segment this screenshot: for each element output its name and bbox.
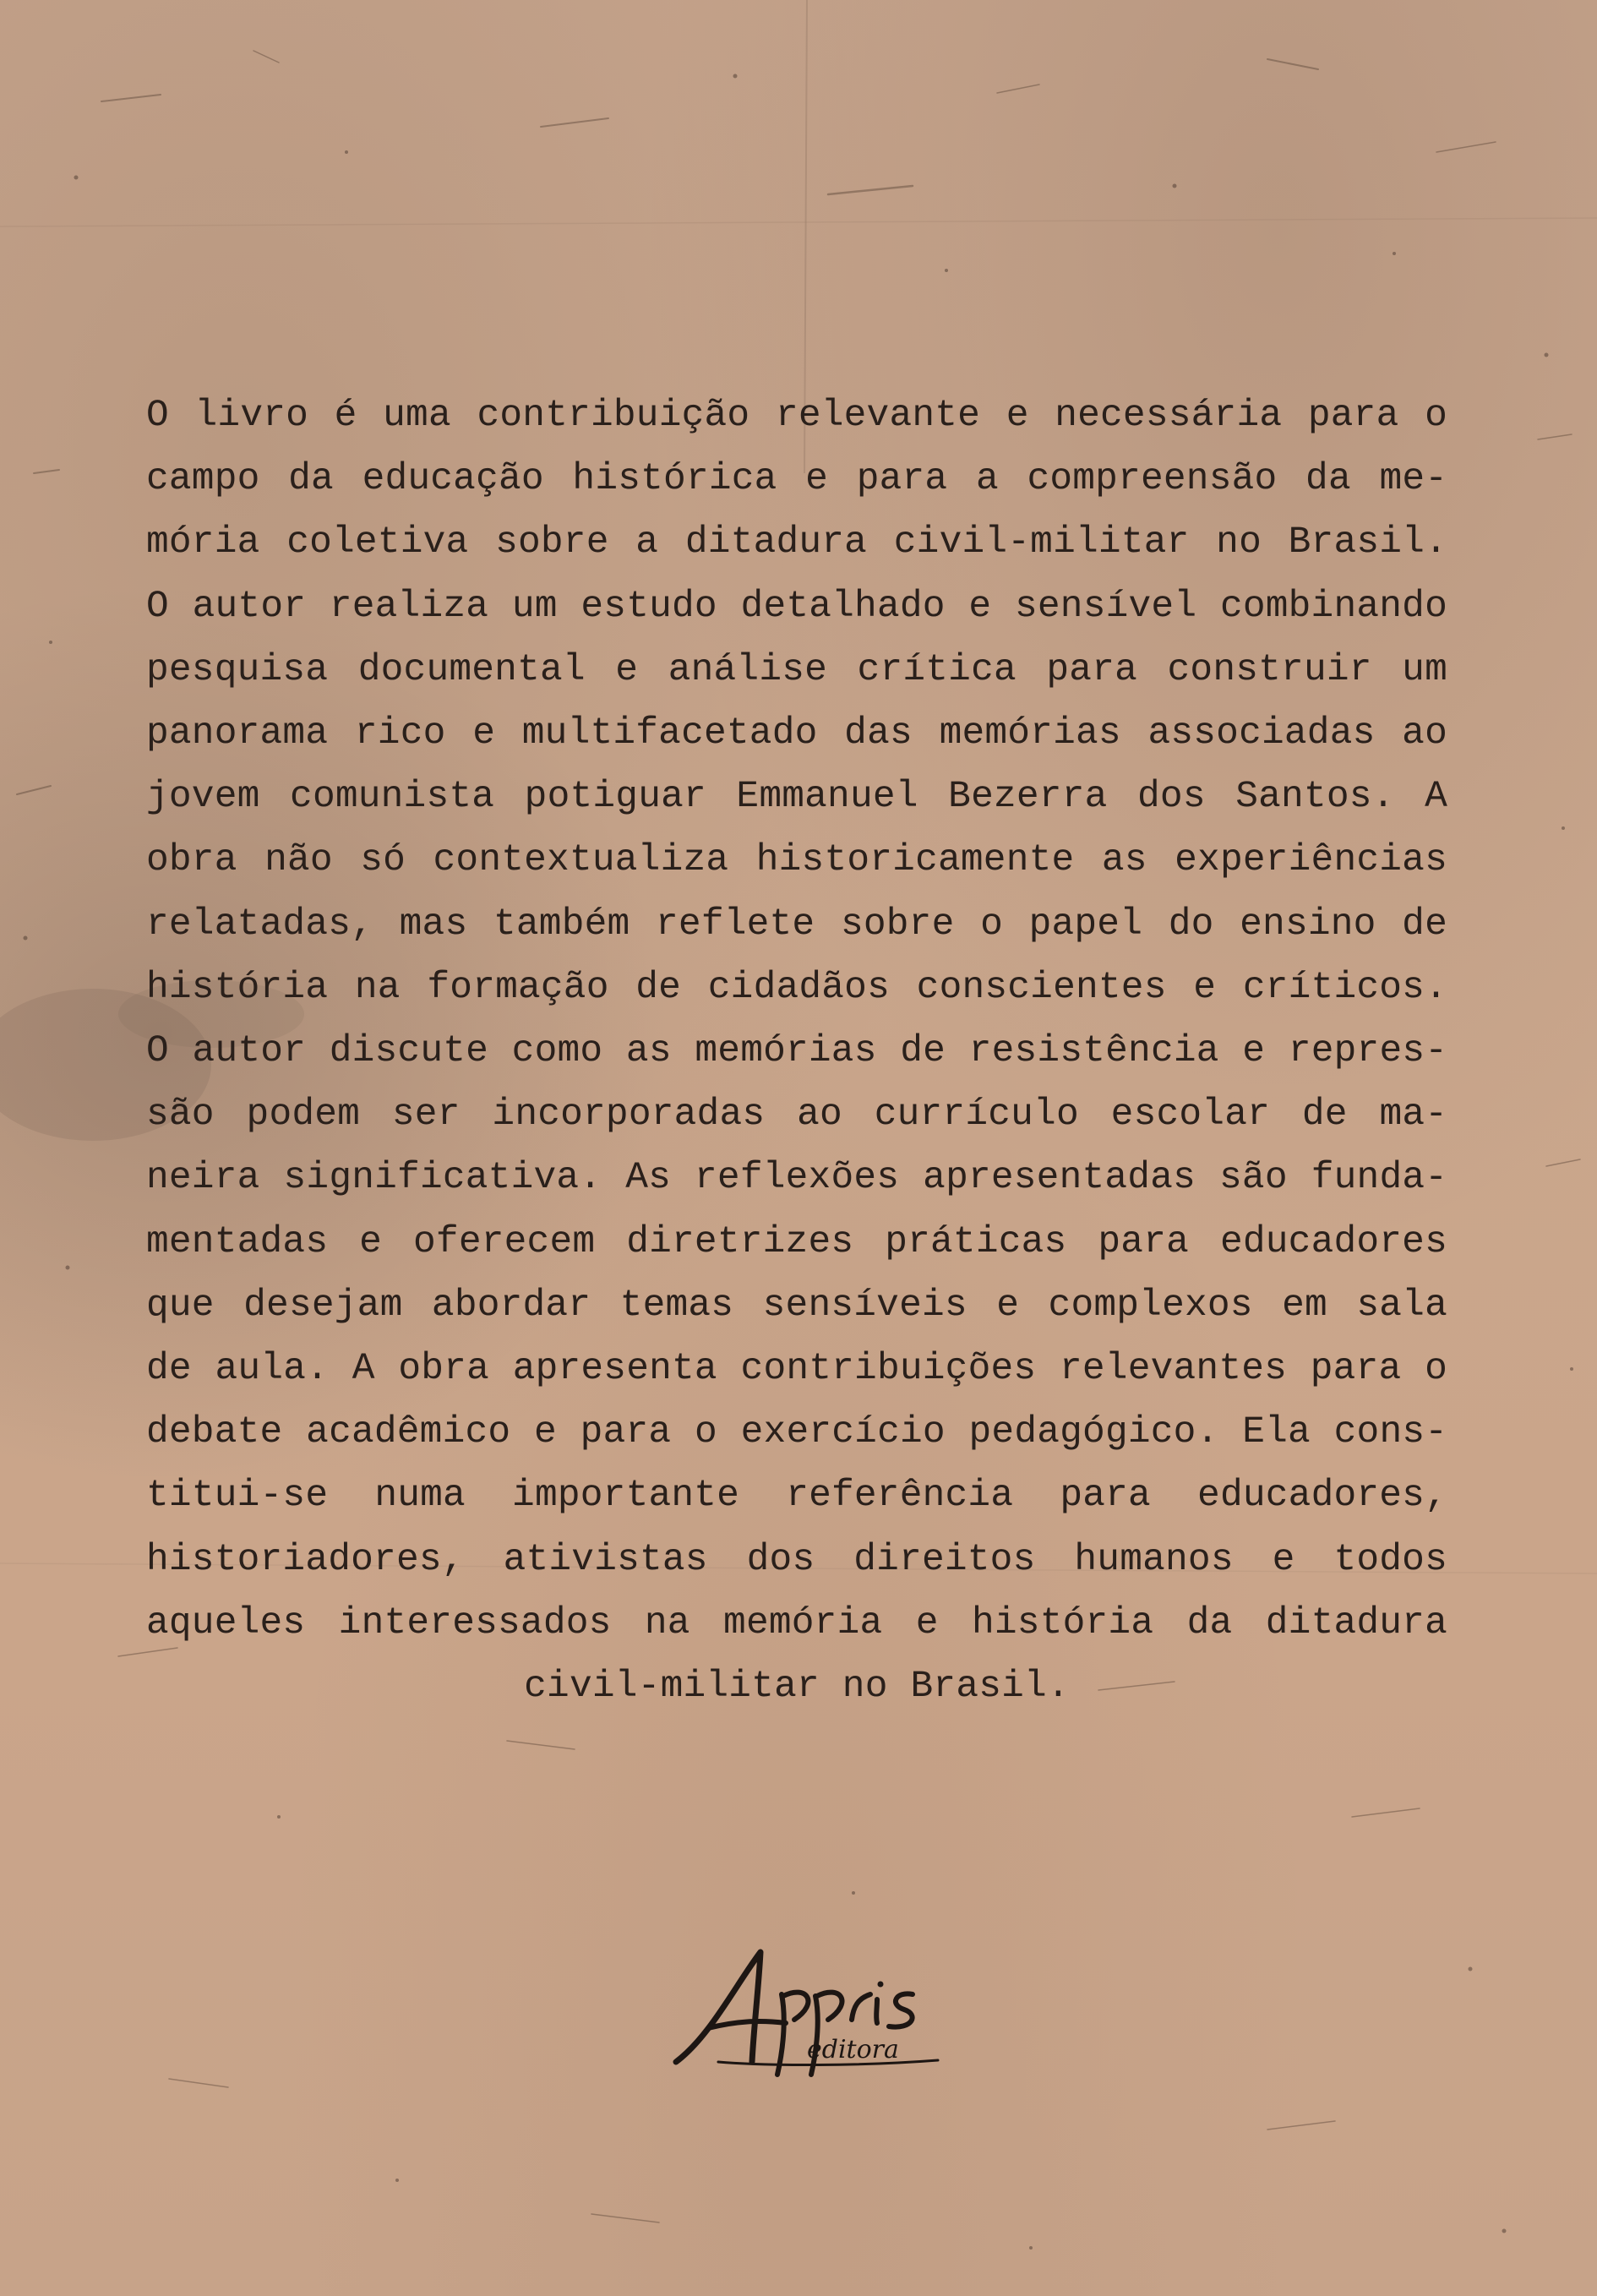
back-cover-blurb: O livro é uma contribuição relevante e necessária para o campo da educação histórica e para a compreensão da memória coletiva sobre a ditadura civil-militar no Brasil. O autor realiza um estudo detalhado e sensível combinando pesquisa documental e análise crítica para construir um panorama rico e multifacetado das memórias associadas ao jovem comunista potiguar Emmanuel Bezerra dos Santos. A obra não só contextualiza historicamente as experiências relatadas, mas também reflete sobre o papel do ensino de história na formação de cidadãos conscientes e críticos. O autor discute como as memórias de resistência e repressão podem ser incorporadas ao currículo escolar de maneira significativa. As reflexões apresentadas são fundamentadas e oferecem diretrizes práticas para educadores que desejam abordar temas sensíveis e complexos em sala de aula. A obra apresenta contribuições relevantes para o debate acadêmico e para o exercício pedagógico. Ela constitui-se numa importante referência para educadores, historiadores, ativistas dos direitos humanos e todos aqueles interessados na memória e história da ditadura civil-militar no Brasil. — [146, 395, 1447, 1709]
publisher-logo-subtitle: editora — [807, 2035, 899, 2064]
appris-editora-logo — [659, 1935, 946, 2096]
